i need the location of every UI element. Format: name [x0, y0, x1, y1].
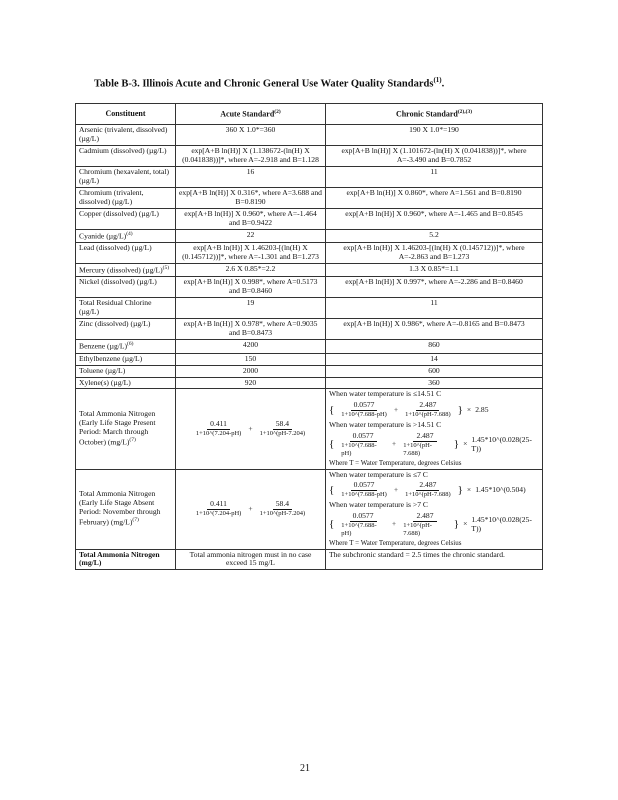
constituent-cell: Copper (dissolved) (µg/L) — [76, 208, 176, 229]
constituent-cell: Benzene $(\mu g/L)^{(6)}$ — [76, 340, 176, 353]
water-quality-table — [75, 103, 543, 570]
acute-cell: exp[A+B ln(H)] X 0.998*, where A=0.5173 and B=0.8460 — [176, 277, 326, 298]
chronic-formula-cell: When water temperature is ≤7 C { $\frac{0.0577}{1+10\^{}(7.688-pH)}$ + $\frac{2.487}{1+10\^{}(pH-7.688)}$ } × 1.45*10^(0.504) When water temperature is >7 C { $\frac{0.0577}{1+10\^{}(7.688-pH)}$ + $\frac{2.487}{1+10\^{}(pH-7.688)}$ } × 1.45*10^(0.028(25-T)) Where T = Water Temperature, degrees Celsius — [326, 469, 543, 549]
chronic-cell: 11 — [326, 166, 543, 187]
chronic-cell: 860 — [326, 340, 543, 353]
constituent-cell: Lead (dissolved) (µg/L) — [76, 243, 176, 264]
chronic-cell: exp[A+B ln(H)] X (1.101672-(ln(H) X (0.041838))]*, where A=-3.490 and B=0.7852 — [326, 145, 543, 166]
table-row — [76, 229, 543, 242]
table-row — [76, 187, 543, 208]
constituent-cell: Total Ammonia Nitrogen (Early Life Stage Absent Period: November through February) $(mg/L)^{(7)}$ — [76, 469, 176, 549]
table-row — [76, 340, 543, 353]
constituent-cell: Mercury (dissolved) $(\mu g/L)^{(5)}$ — [76, 263, 176, 276]
header-acute: Acute Standard$^{(2)}$ — [176, 104, 326, 125]
table-row — [76, 125, 543, 146]
acute-cell: Total ammonia nitrogen must in no case exceed 15 mg/L — [176, 549, 326, 570]
acute-cell: 2.6 X 0.85*=2.2 — [176, 263, 326, 276]
acute-cell: 360 X 1.0*=360 — [176, 125, 326, 146]
constituent-cell: Cyanide $(\mu g/L)^{(4)}$ — [76, 229, 176, 242]
table-row — [76, 353, 543, 365]
constituent-cell: Cadmium (dissolved) (µg/L) — [76, 145, 176, 166]
constituent-cell: Total Residual Chlorine (µg/L) — [76, 298, 176, 319]
table-row — [76, 377, 543, 389]
acute-cell: exp[A+B ln(H)] X (1.138672-(ln(H) X (0.041838))]*, where A=-2.918 and B=1.128 — [176, 145, 326, 166]
chronic-cell: The subchronic standard = 2.5 times the chronic standard. — [326, 549, 543, 570]
chronic-cell: 14 — [326, 353, 543, 365]
table-row-ammonia-total — [76, 549, 543, 570]
constituent-cell: Total Ammonia Nitrogen (mg/L) — [76, 549, 176, 570]
acute-cell: exp[A+B ln(H)] X 1.46203-[(ln(H) X (0.145712))]*, where A=-1.301 and B=1.273 — [176, 243, 326, 264]
acute-cell: exp[A+B ln(H)] X 0.316*, where A=3.688 and B=0.8190 — [176, 187, 326, 208]
table-row — [76, 277, 543, 298]
constituent-cell: Chromium (trivalent, dissolved) (µg/L) — [76, 187, 176, 208]
constituent-cell: Zinc (dissolved) (µg/L) — [76, 319, 176, 340]
table-row — [76, 263, 543, 276]
page-number: 21 — [300, 763, 310, 774]
acute-cell: exp[A+B ln(H)] X 0.978*, where A=0.9035 and B=0.8473 — [176, 319, 326, 340]
chronic-cell: 11 — [326, 298, 543, 319]
constituent-cell: Xylene(s) (µg/L) — [76, 377, 176, 389]
acute-formula-cell: $\frac{0.411}{1+10\^{}(7.204-pH)}$ + $\frac{58.4}{1+10\^{}(pH-7.204)}$ — [176, 469, 326, 549]
constituent-cell: Ethylbenzene (µg/L) — [76, 353, 176, 365]
chronic-cell: exp[A+B ln(H)] X 0.986*, where A=-0.8165 and B=0.8473 — [326, 319, 543, 340]
chronic-cell: 600 — [326, 365, 543, 377]
table-row — [76, 166, 543, 187]
acute-cell: 19 — [176, 298, 326, 319]
table-row — [76, 208, 543, 229]
acute-cell: 22 — [176, 229, 326, 242]
ammonia-body — [76, 389, 543, 570]
chronic-cell: exp[A+B ln(H)] X 0.960*, where A=-1.465 and B=0.8545 — [326, 208, 543, 229]
table-row — [76, 319, 543, 340]
chronic-cell: exp[A+B ln(H)] X 0.997*, where A=-2.286 and B=0.8460 — [326, 277, 543, 298]
acute-cell: 16 — [176, 166, 326, 187]
chronic-cell: 360 — [326, 377, 543, 389]
header-constituent: Constituent — [76, 104, 176, 125]
table-row — [76, 243, 543, 264]
acute-formula-cell: $\frac{0.411}{1+10\^{}(7.204-pH)}$ + $\frac{58.4}{1+10\^{}(pH-7.204)}$ — [176, 389, 326, 469]
acute-cell: 150 — [176, 353, 326, 365]
acute-cell: 920 — [176, 377, 326, 389]
header-chronic: Chronic Standard$^{(2),(3)}$ — [326, 104, 543, 125]
chronic-cell: exp[A+B ln(H)] X 1.46203-[(ln(H) X (0.145712))]*, where A=-2.863 and B=1.273 — [326, 243, 543, 264]
constituent-cell: Toluene (µg/L) — [76, 365, 176, 377]
chronic-cell: 5.2 — [326, 229, 543, 242]
constituent-cell: Arsenic (trivalent, dissolved) (µg/L) — [76, 125, 176, 146]
chronic-cell: 190 X 1.0*=190 — [326, 125, 543, 146]
table-body — [76, 125, 543, 389]
table-title: Table B-3. Illinois Acute and Chronic General Use Water Quality Standards$^{(1)}$. — [94, 76, 445, 90]
constituent-cell: Chromium (hexavalent, total) (µg/L) — [76, 166, 176, 187]
constituent-cell: Total Ammonia Nitrogen (Early Life Stage Present Period: March through October) $(mg/L)^{(7)}$ — [76, 389, 176, 469]
chronic-cell: 1.3 X 0.85*=1.1 — [326, 263, 543, 276]
chronic-formula-cell: When water temperature is ≤14.51 C { $\frac{0.0577}{1+10\^{}(7.688-pH)}$ + $\frac{2.487}{1+10\^{}(pH-7.688)}$ } × 2.85 When water temperature is >14.51 C { $\frac{0.0577}{1+10\^{}(7.688-pH)}$ + $\frac{2.487}{1+10\^{}(pH-7.688)}$ } × 1.45*10^(0.028(25-T)) Where T = Water Temperature, degrees Celsius — [326, 389, 543, 469]
table-row-ammonia-early-life-absent — [76, 469, 543, 549]
header-row — [76, 104, 543, 125]
table-row — [76, 365, 543, 377]
acute-cell: 4200 — [176, 340, 326, 353]
chronic-cell: exp[A+B ln(H)] X 0.860*, where A=1.561 and B=0.8190 — [326, 187, 543, 208]
acute-cell: exp[A+B ln(H)] X 0.960*, where A=-1.464 and B=0.9422 — [176, 208, 326, 229]
table-row — [76, 298, 543, 319]
constituent-cell: Nickel (dissolved) (µg/L) — [76, 277, 176, 298]
table-row — [76, 145, 543, 166]
table-row-ammonia-early-life-present — [76, 389, 543, 469]
acute-cell: 2000 — [176, 365, 326, 377]
